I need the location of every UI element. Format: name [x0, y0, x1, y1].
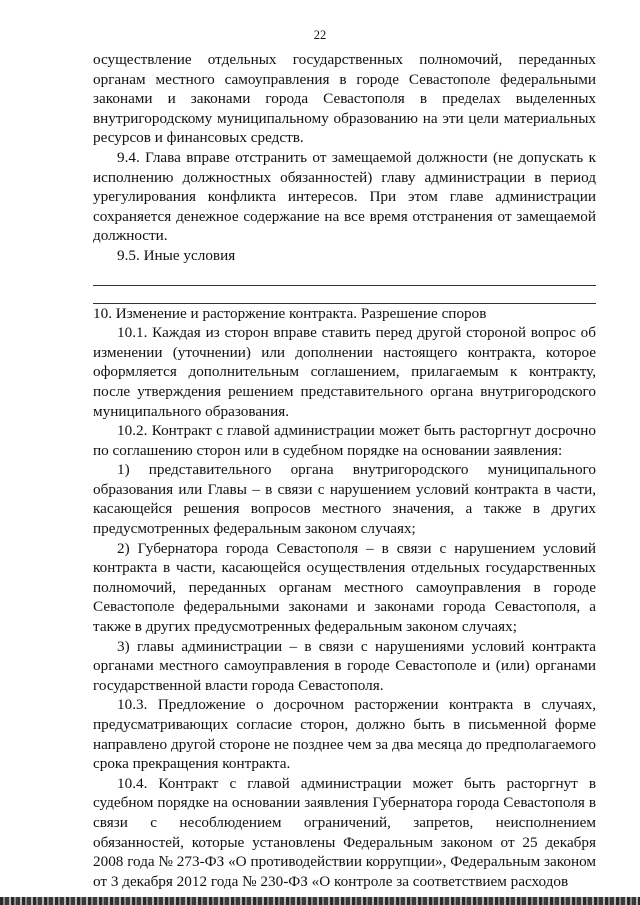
document-body [93, 50, 596, 891]
paragraph-9-5: 9.5. Иные условия [117, 246, 236, 264]
paragraph-10-2: 10.2. Контракт с главой администрации может быть расторгнут досрочно по соглашению сторон или в судебном порядке на основании заявления: [93, 422, 596, 459]
paragraph-9-3-continuation: осуществление отдельных государственных полномочий, переданных органам местного самоуправления в городе Севастополе федеральными законами и законами города Севастополя в пределах выделенных внутригородскому муниципальному образованию на эти цели материальных ресурсов и финансовых средств. [93, 51, 596, 147]
paragraph-9-4: 9.4. Глава вправе отстранить от замещаемой должности (не допускать к исполнению должностных обязанностей) главу администрации в период урегулирования конфликта интересов. При этом главе администрации сохраняется денежное содержание на все время отстранения от замещаемой должности. [93, 148, 596, 245]
list-item-10-2-2: 2) Губернатора города Севастополя – в связи с нарушением условий контракта в части, касающейся осуществления отдельных государственных полномочий, переданных органам местного самоуправления в городе Севастополе федеральными законами и законами города Севастополя, а также в других предусмотренных федеральным законом случаях; [93, 539, 596, 636]
list-item-10-2-1: 1) представительного органа внутригородского муниципального образования или Главы – в связи с нарушением условий контракта в части, касающейся решения вопросов местного значения, а также в других предусмотренных федеральным законом случаях; [93, 461, 596, 538]
blank-fill-line-1 [93, 285, 596, 286]
paragraph-10-1: 10.1. Каждая из сторон вправе ставить перед другой стороной вопрос об изменении (уточнении) или дополнении настоящего контракта, которое оформляется дополнительным соглашением, прилагаемым к контракту, после утверждения решением представительного органа внутригородского муниципального образования. [93, 324, 596, 420]
section-10-heading: 10. Изменение и расторжение контракта. Разрешение споров [93, 304, 487, 322]
paragraph-10-3: 10.3. Предложение о досрочном расторжении контракта в случаях, предусматривающих согласие сторон, должно быть в письменной форме направлено другой стороне не позднее чем за два месяца до предполагаемого срока прекращения контракта. [93, 696, 596, 773]
list-item-10-2-3: 3) главы администрации – в связи с нарушениями условий контракта органами местного самоуправления в городе Севастополе и (или) органами государственной власти города Севастополя. [93, 637, 596, 694]
paragraph-10-4: 10.4. Контракт с главой администрации может быть расторгнут в судебном порядке на основании заявления Губернатора города Севастополя в связи с несоблюдением ограничений, запретов, неисполнением обязанностей, которые установлены Федеральным законом от 25 декабря 2008 года № 273-ФЗ «О противодействии коррупции», Федеральным законом от 3 декабря 2012 года № 230-ФЗ «О контроле за соответствием расходов [93, 774, 596, 890]
page-number: 22 [313, 28, 327, 42]
scan-edge-noise [0, 897, 640, 905]
